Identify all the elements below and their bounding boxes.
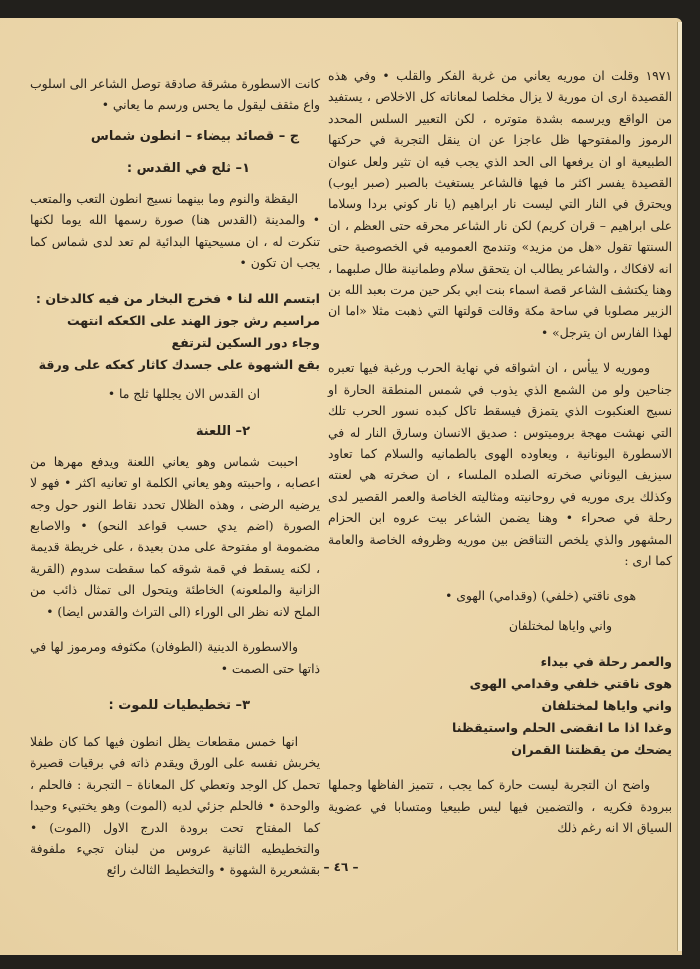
- paragraph: احببت شماس وهو يعاني اللعنة ويدفع مهرها من اعصابه ، واحببته وهو يعاني الكلمة او تعانيه اكثر • فهو لا يرضيه الرضى ، وهذه الظلال تحدد نقاط النور حول وجه الصورة (اضم يدي حسب قواعد النحو) • والاصابع مضمومة او مفتوحة على مدن بعيدة ، على خريطة قديمة ، لكنه يسقط في قمة شوقه كما سقطت سدوم (القرية الزانية والملعونه) الخاطئة ويتحول الى تمثال ذائب من الملح لانه نظر الى الوراء (الى التراث والقدس ايضا) •: [30, 454, 320, 619]
- paragraph: ان القدس الان يجللها ثلج ما •: [107, 387, 260, 402]
- verse-line: واني واياها لمختلفان: [508, 618, 612, 633]
- subsection-heading: ١– ثلج في القدس :: [126, 160, 250, 176]
- paragraph: كانت الاسطورة مشرقة صادقة توصل الشاعر الى اسلوب واع مثقف ليقول ما يحس ورسم ما يعاني •: [30, 77, 320, 113]
- verse-line: مراسيم رش جوز الهند على الكعكه انتهت: [66, 313, 320, 329]
- paragraph: ١٩٧١ وقلت ان موريه يعاني من غربة الفكر والقلب • وفي هذه القصيدة ارى ان مورية لا يزال مخلصا لمعاناته كل الاخلاص ، يستفيد من الواقع ويرسمه بشدة متوتره ، لكن التعبير السلس المحدد الرموز والمفتوحها ظل عاجزا عن ان ينقل التجربة في حركتها الطبيعية او ان يرفعها الى الحد الذي يجب فيه ان تثير ولعل عنوان القصيدة يفسر اكثر ما فيها فالشاعر يستغيث بالصبر (صبر ايوب) ويحترق في النار التي ليست نار ابراهيم (يا نار كوني بردا وسلاما على ابراهيم – قران كريم) لكن نار الشاعر محرقه حتى العظم ، ان السنتها تقول «هل من مزيد» وتندمج العموميه في الخصوصية حتى انه لافكاك ، والشاعر يطالب ان يتحقق سلام وطمانينة طال صلبهما ، وهنا يكتشف الشاعر قصة اسماء بنت ابي بكر حين مرت بعبد الله بن الزبير مصلوبا في ساحة مكة وقالت قولتها التي ذهبت مثلا «اما ان لهذا الفارس ان يترجل» •: [328, 69, 672, 340]
- verse-line: يضحك من يقظتنا القمران: [511, 742, 672, 758]
- verse-line: هوى ناقتي خلفي وقدامي الهوى: [469, 676, 672, 692]
- page-edge: [677, 22, 682, 951]
- verse-line: وجاء دور السكين لترتفع: [171, 335, 320, 351]
- paragraph: انها خمس مقطعات يظل انطون فيها كما كان طفلا يخربش نفسه على الورق ويقدم ذاته في برقيات قصيرة تحمل كل الوجد وتعطي كل المعاناة – التجربة : فالحلم ، والوحدة • فالحلم جزئي لديه (الموت) وهو يختبيء وحيدا كما المفتاح تحت برودة الدرج الاول (الموت) • والتخطيطيه الثانية عروس من لبنان تجيء ملفوفة بقشعريرة الشهوة • والتخطيط الثالث رائع: [30, 734, 320, 878]
- paragraph: اليقظة والنوم وما بينهما نسيج انطون التعب والمتعب • والمدينة (القدس هنا) صورة رسمها الله يوما لكنها تنكرت له ، ان مسيحيتها البدائية لم تعد لدى شماس كما يجب ان تكون •: [30, 191, 320, 271]
- paragraph: واضح ان التجربة ليست حارة كما يجب ، تتميز الفاظها وجملها ببرودة فكريه ، والتضمين فيها ليس طبيعيا ومتسابا في عضوية السياق الا انه رغم ذلك: [328, 778, 672, 835]
- page-number: – ٤٦ –: [323, 860, 359, 874]
- scanned-page: [0, 18, 682, 955]
- right-column: [328, 66, 672, 839]
- verse-line: والعمر رحلة في بيداء: [540, 654, 672, 670]
- verse-line: هوى ناقتي (خلفي) (وقدامي) الهوى •: [445, 589, 636, 604]
- left-column: [30, 74, 320, 882]
- verse-line: ابتسم الله لنا • فخرج البخار من فيه كالدخان :: [35, 291, 320, 307]
- verse-line: واني واياها لمختلفان: [541, 698, 672, 714]
- subsection-heading: ٢– اللعنة: [195, 423, 250, 439]
- verse-line: بقع الشهوة على جسدك كاثار كعكه على ورقة: [38, 357, 320, 373]
- paragraph: وموريه لا ييأس ، ان اشواقه في نهاية الحرب ورغبة فيها تعبره جناحين ولو من الشمع الذي يذوب في شمس المنطقة الحارة او نسيج العنكبوت الذي يتمزق فيسقط تاكل كبده نسور الحرب تلك التي نهشت مهجة بروميتوس : صديق الانسان وسارق النار له في الاسطورة اليونانية ، ويعاوده الهوى بالطمانيه والسلام كما تعاود سيزيف اليوناني صخرته الصلده الملساء ، ان صخرته هي لعنته وكذلك يرى موريه في روحانيته ومثاليته الخاصة والعمر القصير لدى رحلة في صحراء • وهنا يضمن الشاعر بيت عروه ابن الحزام المشهور والذي يلخص التناقض بين موريه وظروفه الخاصة والعامة كما ارى :: [328, 361, 672, 568]
- subsection-heading: ٣– تخطيطيات للموت :: [108, 697, 250, 713]
- verse-line: وغدا اذا ما انقضى الحلم واستيقظنا: [452, 720, 672, 736]
- section-heading: ج – قصائد بيضاء – انطون شماس: [90, 128, 300, 144]
- paragraph: والاسطورة الدينية (الطوفان) مكثوفه ومرموز لها في ذاتها حتى الصمت •: [30, 640, 320, 676]
- bold-verse-block: [328, 651, 672, 761]
